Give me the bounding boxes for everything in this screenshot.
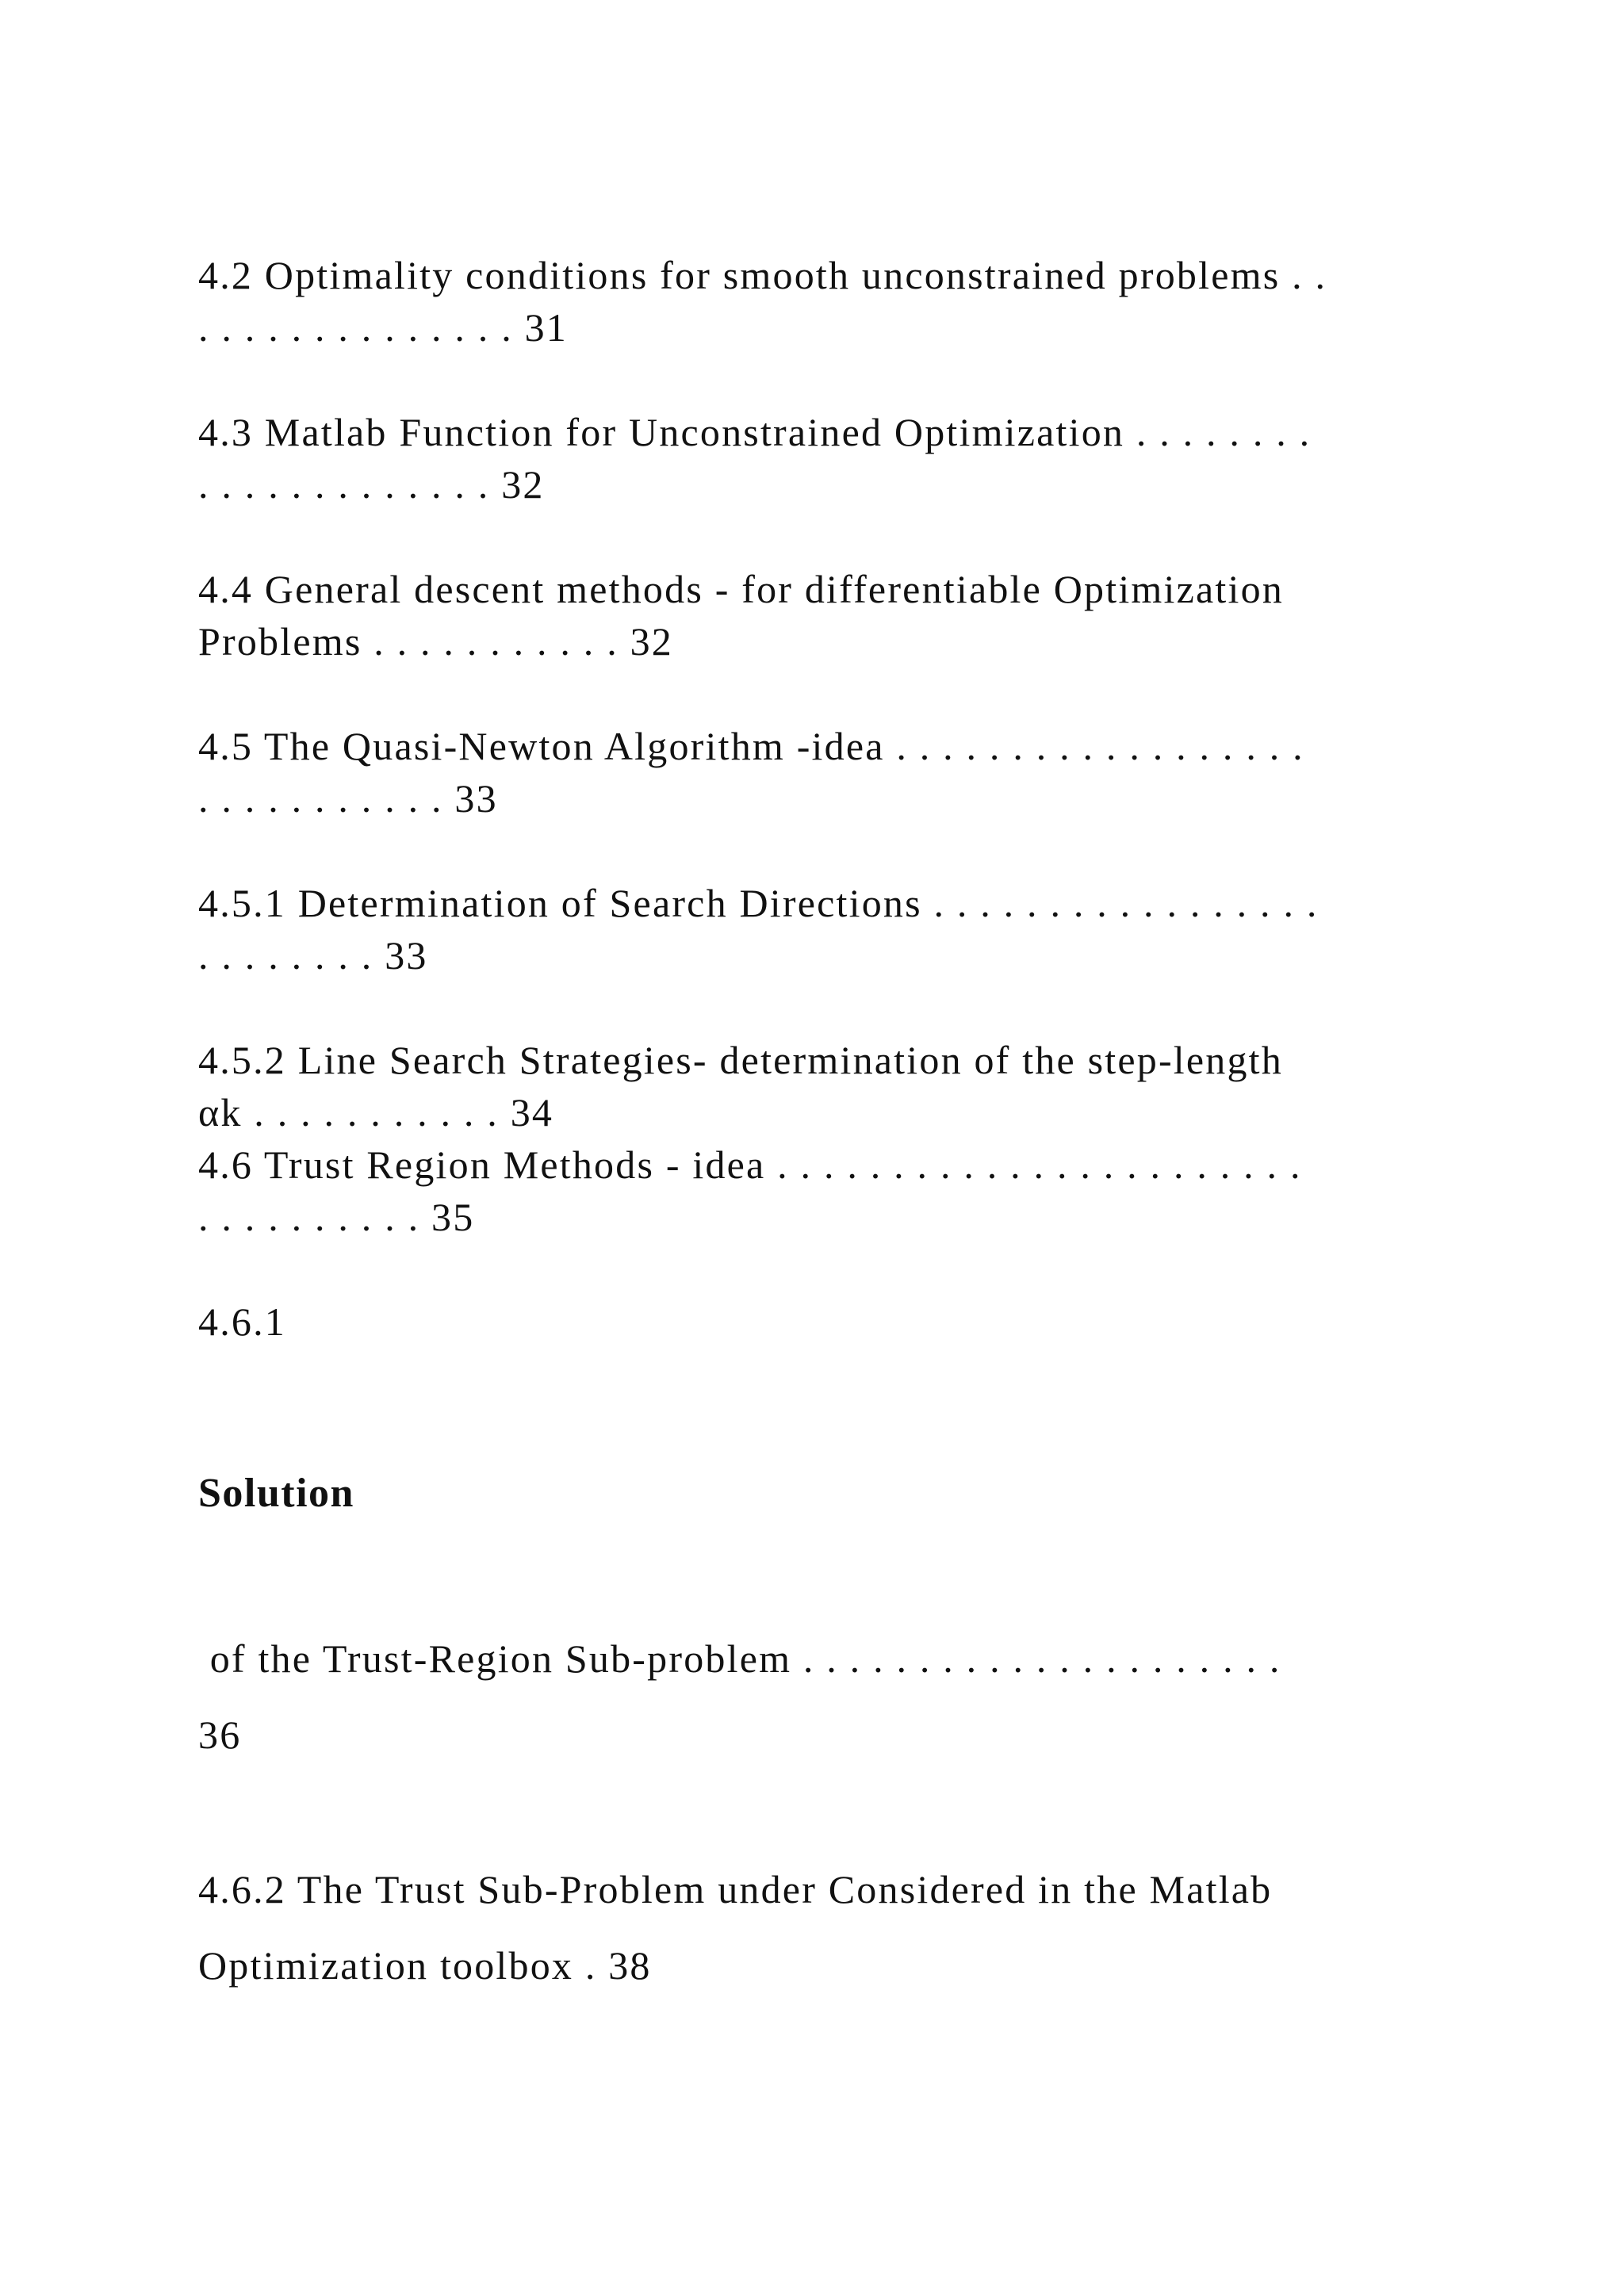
toc-entry-4-2-line2: . . . . . . . . . . . . . . 31 <box>198 305 568 350</box>
toc-entry-4-5-line1: 4.5 The Quasi-Newton Algorithm -idea . . . . . . . . . . . . . . . . . . <box>198 724 1304 768</box>
toc-entry-4-5-2-line1: 4.5.2 Line Search Strategies- determination of the step-length <box>198 1038 1283 1082</box>
toc-entry-4-3-line2: . . . . . . . . . . . . . 32 <box>198 462 545 507</box>
toc-entry-4-6-line1: 4.6 Trust Region Methods - idea . . . . . . . . . . . . . . . . . . . . . . . <box>198 1142 1302 1187</box>
toc-entry-4-4-line2: Problems . . . . . . . . . . . 32 <box>198 619 673 664</box>
toc-entry-4-6-line2: . . . . . . . . . . 35 <box>198 1195 475 1239</box>
toc-entry-4-5-1-line2: . . . . . . . . 33 <box>198 933 428 978</box>
toc-entry-4-6-2-line2: Optimization toolbox . 38 <box>198 1943 652 1988</box>
toc-entry-4-6-1-line2: 36 <box>198 1712 242 1757</box>
toc-entry-4-2-line1: 4.2 Optimality conditions for smooth unconstrained problems . . <box>198 253 1327 297</box>
section-heading-solution: Solution <box>198 1471 354 1516</box>
toc-entry-4-6-1-number: 4.6.1 <box>198 1299 286 1344</box>
toc-entry-4-6-2-line1: 4.6.2 The Trust Sub-Problem under Considered in the Matlab <box>198 1867 1273 1911</box>
toc-entry-4-5-2-line2: αk . . . . . . . . . . . 34 <box>198 1090 554 1135</box>
toc-entry-4-3-line1: 4.3 Matlab Function for Unconstrained Optimization . . . . . . . . <box>198 410 1312 454</box>
toc-entry-4-6-1-line1: of the Trust-Region Sub-problem . . . . . . . . . . . . . . . . . . . . . <box>198 1636 1281 1681</box>
toc-entry-4-5-1-line1: 4.5.1 Determination of Search Directions . . . . . . . . . . . . . . . . . <box>198 881 1319 925</box>
toc-entry-4-5-line2: . . . . . . . . . . . 33 <box>198 776 498 821</box>
toc-entry-4-4-line1: 4.4 General descent methods - for differentiable Optimization <box>198 567 1284 611</box>
